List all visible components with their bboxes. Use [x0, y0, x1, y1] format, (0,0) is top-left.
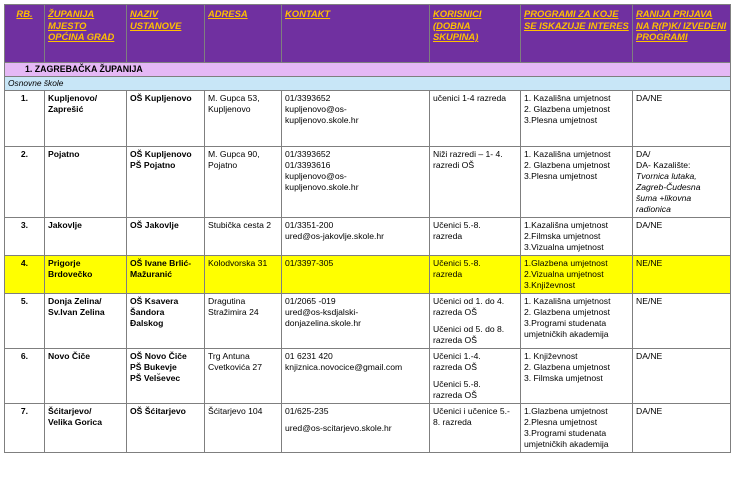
place-cell [45, 404, 127, 453]
address-line: M. Gupca 90, [208, 149, 260, 159]
address-line: Pojatno [208, 160, 238, 170]
address-line: Cvetkovića 27 [208, 362, 262, 372]
rb-cell: 6. [5, 349, 45, 404]
programs-line: 2. Glazbena umjetnost [524, 104, 610, 114]
rb-cell: 2. [5, 147, 45, 218]
county-row [5, 63, 731, 77]
school-cell [127, 256, 205, 294]
programs-line: umjetničkih akademija [524, 329, 609, 339]
programs-line: 2.Vizualna umjetnost [524, 269, 604, 279]
users-line: Učenici od 5. do 8. [433, 324, 505, 334]
programs-cell [521, 218, 633, 256]
table-row [5, 91, 731, 147]
place-line: Zaprešić [48, 104, 84, 114]
school-line: PŠ Pojatno [130, 160, 176, 170]
contact-line: 01/3397-305 [285, 258, 334, 268]
rb-cell: 1. [5, 91, 45, 147]
users-cell [430, 294, 521, 349]
prior-line: radionica [636, 204, 671, 214]
contact-line: 01/3393616 [285, 160, 331, 170]
school-cell [127, 294, 205, 349]
place-cell [45, 349, 127, 404]
county-label: 1. ZAGREBAČKA ŽUPANIJA [5, 63, 731, 77]
prior-cell [633, 294, 731, 349]
place-line: Brdovečko [48, 269, 93, 279]
header-korisnici: KORISNICI (DOBNA SKUPINA) [430, 5, 521, 63]
programs-line: 3.Književnost [524, 280, 576, 290]
place-line: Jakovlje [48, 220, 82, 230]
prior-cell [633, 218, 731, 256]
users-cell [430, 218, 521, 256]
header-row [5, 5, 731, 63]
programs-line: 1.Glazbena umjetnost [524, 258, 608, 268]
contact-line: knjiznica.novocice@gmail.com [285, 362, 403, 372]
prior-line: NE/NE [636, 258, 663, 268]
table-wrapper [4, 4, 731, 453]
users-line: razreda OŠ [433, 390, 477, 400]
users-cell [430, 256, 521, 294]
address-line: Trg Antuna [208, 351, 250, 361]
programs-cell [521, 256, 633, 294]
header-zupanija: ŽUPANIJA MJESTO OPĆINA GRAD [45, 5, 127, 63]
users-line: Učenici 5.-8. [433, 379, 481, 389]
place-line: Kupljenovo/ [48, 93, 98, 103]
contact-cell [282, 256, 430, 294]
rb-cell: 5. [5, 294, 45, 349]
address-line: Dragutina [208, 296, 246, 306]
programs-line: umjetničkih akademija [524, 439, 609, 449]
prior-cell [633, 256, 731, 294]
prior-line: DA/NE [636, 406, 663, 416]
place-cell [45, 91, 127, 147]
place-line: Donja Zelina/ [48, 296, 102, 306]
prior-cell [633, 404, 731, 453]
address-line: Šćitarjevo 104 [208, 406, 263, 416]
rb-cell: 7. [5, 404, 45, 453]
users-line: 8. razreda [433, 417, 472, 427]
programs-line: 3.Vizualna umjetnost [524, 242, 604, 252]
users-line: Niži razredi – 1- 4. [433, 149, 503, 159]
address-cell [205, 294, 282, 349]
school-line: Šandora [130, 307, 165, 317]
programs-cell [521, 294, 633, 349]
users-cell [430, 404, 521, 453]
school-line: OŠ Ksavera [130, 296, 179, 306]
contact-line: kupljenovo@os- [285, 104, 347, 114]
users-line: razreda [433, 231, 463, 241]
place-cell [45, 256, 127, 294]
contact-cell [282, 147, 430, 218]
place-cell [45, 218, 127, 256]
contact-line: ured@os-ksdjalski- [285, 307, 359, 317]
programs-line: 1.Kazališna umjetnost [524, 220, 609, 230]
header-adresa: ADRESA [205, 5, 282, 63]
header-programi: PROGRAMI ZA KOJE SE ISKAZUJE INTERES [521, 5, 633, 63]
prior-cell [633, 147, 731, 218]
contact-line: 01/3393652 [285, 93, 331, 103]
users-cell [430, 91, 521, 147]
address-line: Kupljenovo [208, 104, 251, 114]
school-line: OŠ Ivane Brlić- [130, 258, 192, 268]
users-line: Učenici 5.-8. [433, 258, 481, 268]
section-row [5, 77, 731, 91]
programs-line: 1. Kazališna umjetnost [524, 93, 611, 103]
address-cell [205, 256, 282, 294]
users-line: razreda OŠ [433, 307, 477, 317]
header-rb: RB. [5, 5, 45, 63]
address-cell [205, 91, 282, 147]
prior-line: DA/NE [636, 351, 663, 361]
school-line: OŠ Jakovlje [130, 220, 179, 230]
programs-line: 1. Kazališna umjetnost [524, 296, 611, 306]
programs-line: 1.Glazbena umjetnost [524, 406, 608, 416]
prior-line: NE/NE [636, 296, 663, 306]
rb-cell: 3. [5, 218, 45, 256]
prior-line: šuma +likovna [636, 193, 692, 203]
school-line: OŠ Novo Čiče [130, 351, 187, 361]
school-line: PŠ Bukevje [130, 362, 177, 372]
prior-line: Zagreb-Čudesna [636, 182, 701, 192]
contact-line: 01/3351-200 [285, 220, 334, 230]
place-line: Sv.Ivan Zelina [48, 307, 105, 317]
users-line: Učenici i učenice 5.- [433, 406, 510, 416]
contact-cell [282, 91, 430, 147]
school-cell [127, 91, 205, 147]
programs-line: 3.Plesna umjetnost [524, 171, 598, 181]
prior-line: DA- Kazalište: [636, 160, 691, 170]
programs-line: 2. Glazbena umjetnost [524, 307, 610, 317]
contact-line: 01 6231 420 [285, 351, 333, 361]
place-cell [45, 147, 127, 218]
programs-line: 2. Glazbena umjetnost [524, 362, 610, 372]
users-line: razreda OŠ [433, 362, 477, 372]
address-line: M. Gupca 53, [208, 93, 260, 103]
section-label: Osnovne škole [5, 77, 731, 91]
contact-line: 01/2065 -019 [285, 296, 336, 306]
table-row [5, 147, 731, 218]
address-line: Stubička cesta 2 [208, 220, 272, 230]
table-row [5, 256, 731, 294]
place-line: Novo Čiče [48, 351, 91, 361]
prior-line: DA/NE [636, 220, 663, 230]
prior-line: DA/ [636, 149, 651, 159]
contact-line: kupljenovo.skole.hr [285, 182, 359, 192]
table-row [5, 404, 731, 453]
place-line: Šćitarjevo/ [48, 406, 92, 416]
table-row [5, 349, 731, 404]
programs-cell [521, 147, 633, 218]
users-line: učenici 1-4 razreda [433, 93, 507, 103]
header-ranija-prijava: RANIJA PRIJAVA NA R(P)K/ IZVEDENI PROGRAMI [633, 5, 731, 63]
programs-line: 1. Književnost [524, 351, 578, 361]
place-cell [45, 294, 127, 349]
contact-line: donjazelina.skole.hr [285, 318, 361, 328]
programs-line: 2.Plesna umjetnost [524, 417, 598, 427]
schools-table [4, 4, 731, 453]
programs-line: 3.Programi studenata [524, 428, 607, 438]
school-cell [127, 404, 205, 453]
header-kontakt: KONTAKT [282, 5, 430, 63]
table-row [5, 218, 731, 256]
contact-cell [282, 218, 430, 256]
place-line: Velika Gorica [48, 417, 102, 427]
programs-cell [521, 349, 633, 404]
contact-line: kupljenovo@os- [285, 171, 347, 181]
table-row [5, 294, 731, 349]
school-cell [127, 349, 205, 404]
school-line: OŠ Kupljenovo [130, 93, 192, 103]
school-line: Đalskog [130, 318, 164, 328]
contact-line: kupljenovo.skole.hr [285, 115, 359, 125]
programs-line: 2.Filmska umjetnost [524, 231, 601, 241]
prior-line: DA/NE [636, 93, 663, 103]
prior-line: Tvornica lutaka, [636, 171, 697, 181]
users-cell [430, 349, 521, 404]
school-line: Mažuranić [130, 269, 173, 279]
address-cell [205, 404, 282, 453]
users-line: razreda OŠ [433, 335, 477, 345]
contact-cell [282, 404, 430, 453]
programs-line: 1. Kazališna umjetnost [524, 149, 611, 159]
address-line: Kolodvorska 31 [208, 258, 268, 268]
school-cell [127, 147, 205, 218]
users-line: Učenici 1.-4. [433, 351, 481, 361]
contact-line: 01/625-235 [285, 406, 329, 416]
prior-cell [633, 349, 731, 404]
users-line: Učenici 5.-8. [433, 220, 481, 230]
programs-line: 3.Plesna umjetnost [524, 115, 598, 125]
school-line: PŠ Vels̆evec [130, 373, 181, 383]
programs-line: 3. Filmska umjetnost [524, 373, 603, 383]
place-line: Pojatno [48, 149, 80, 159]
place-line: Prigorje [48, 258, 81, 268]
users-line: razredi OŠ [433, 160, 475, 170]
school-line: OŠ Kupljenovo [130, 149, 192, 159]
school-cell [127, 218, 205, 256]
programs-line: 2. Glazbena umjetnost [524, 160, 610, 170]
school-line: OŠ Šćitarjevo [130, 406, 186, 416]
contact-line: ured@os-scitarjevo.skole.hr [285, 423, 392, 433]
users-cell [430, 147, 521, 218]
address-line: Stražimira 24 [208, 307, 259, 317]
address-cell [205, 218, 282, 256]
programs-cell [521, 404, 633, 453]
rb-cell: 4. [5, 256, 45, 294]
contact-line: 01/3393652 [285, 149, 331, 159]
header-naziv: NAZIV USTANOVE [127, 5, 205, 63]
programs-line: 3.Programi studenata [524, 318, 607, 328]
address-cell [205, 147, 282, 218]
address-cell [205, 349, 282, 404]
contact-line: ured@os-jakovlje.skole.hr [285, 231, 385, 241]
prior-cell [633, 91, 731, 147]
users-line: Učenici od 1. do 4. [433, 296, 505, 306]
contact-cell [282, 349, 430, 404]
programs-cell [521, 91, 633, 147]
users-line: razreda [433, 269, 463, 279]
contact-cell [282, 294, 430, 349]
